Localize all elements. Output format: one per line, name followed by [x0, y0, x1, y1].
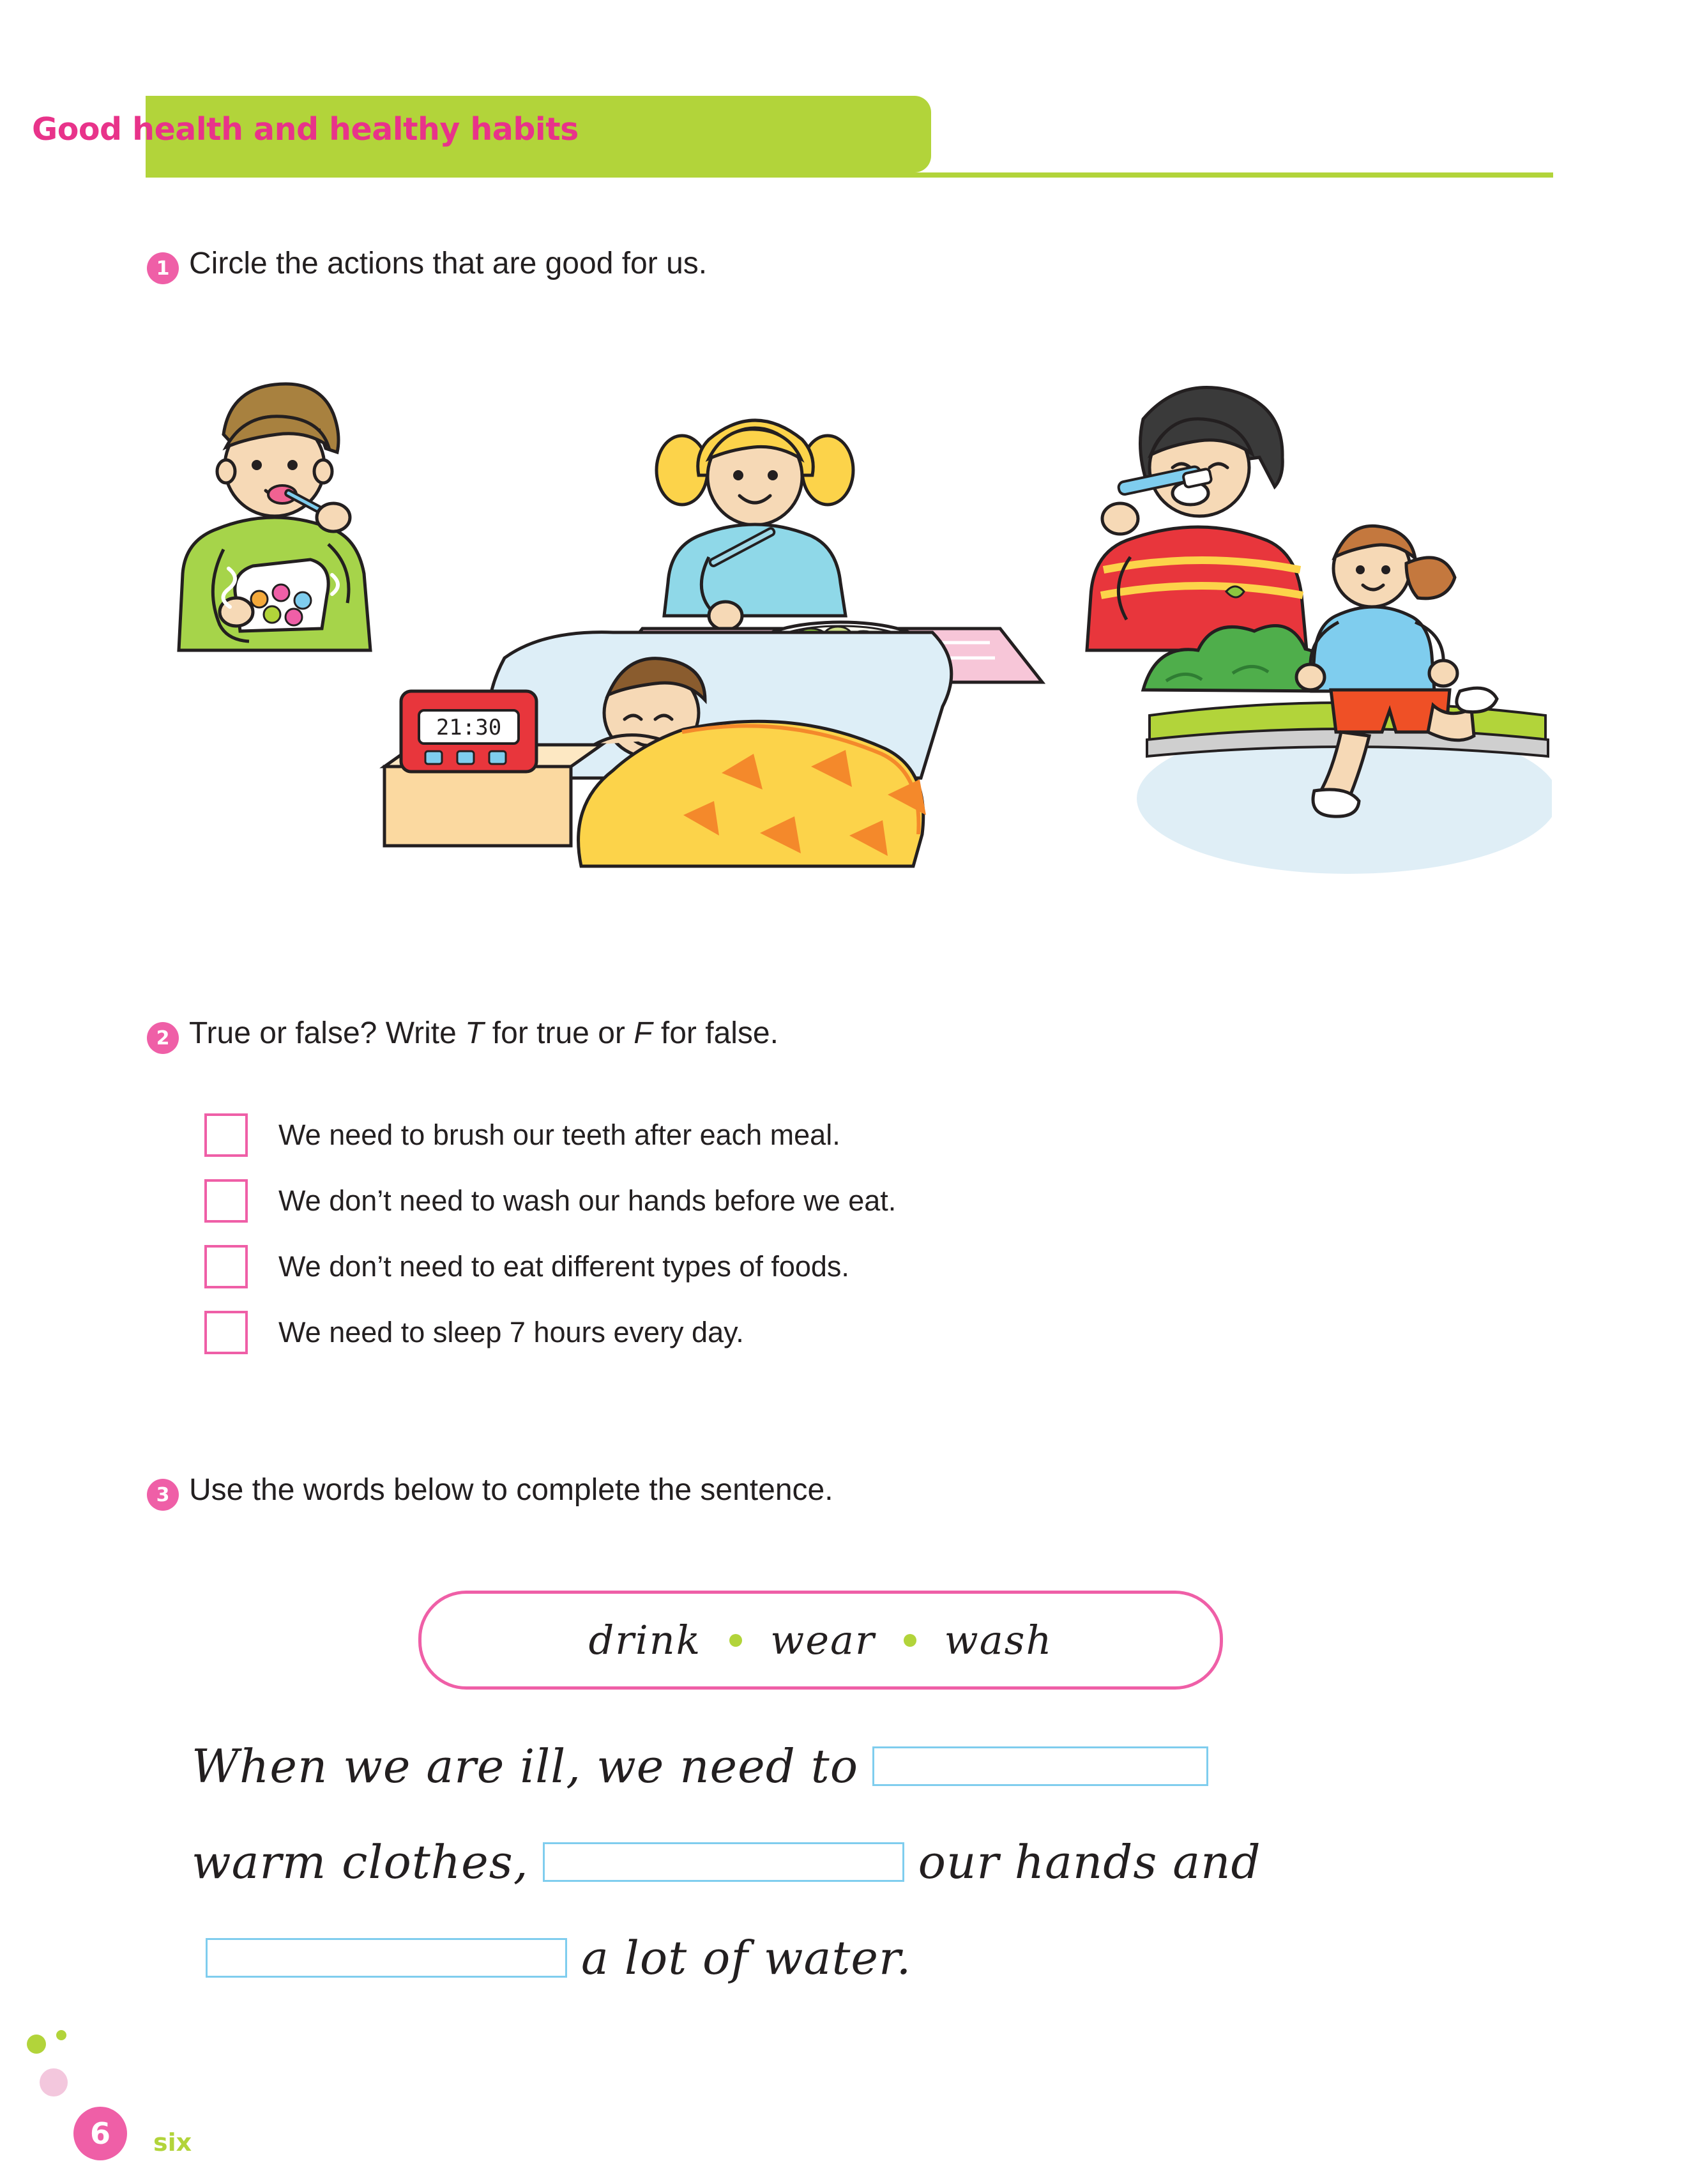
answer-blank[interactable]	[872, 1746, 1208, 1786]
exercise-1-illustration[interactable]	[147, 358, 1552, 907]
statement-text: We need to brush our teeth after each meal.	[278, 1118, 840, 1151]
page-title: Good health and healthy habits	[32, 111, 579, 148]
page-header	[0, 96, 1693, 198]
sentence-text-after: our hands and	[918, 1835, 1261, 1889]
decorative-dot	[56, 2030, 66, 2040]
sentence-line	[192, 1718, 1565, 1814]
letter-t: T	[465, 1016, 484, 1050]
true-false-row[interactable]	[204, 1102, 896, 1168]
scene-boy-sleeping	[384, 632, 952, 866]
true-false-row[interactable]	[204, 1233, 896, 1299]
exercise-3-instruction: Use the words below to complete the sentence.	[189, 1473, 833, 1507]
scene-boy-brushing-teeth	[1087, 388, 1307, 651]
illustration-svg	[147, 358, 1552, 907]
answer-checkbox[interactable]	[204, 1245, 248, 1288]
page-number: 6	[73, 2107, 127, 2160]
word-bank	[418, 1591, 1223, 1690]
page-number-word: six	[153, 2128, 192, 2157]
sentence-line	[192, 1814, 1565, 1910]
answer-blank[interactable]	[206, 1938, 567, 1978]
exercise-2-instruction: True or false? Write T for true or F for false.	[189, 1016, 778, 1050]
statement-text: We need to sleep 7 hours every day.	[278, 1315, 744, 1348]
separator-dot-icon	[904, 1634, 916, 1647]
true-false-row[interactable]	[204, 1168, 896, 1233]
sentence-text-before: warm clothes,	[192, 1835, 529, 1889]
answer-checkbox[interactable]	[204, 1179, 248, 1223]
true-false-row[interactable]	[204, 1299, 896, 1365]
page-footer	[38, 2070, 294, 2165]
header-rule	[146, 172, 1553, 178]
statement-text: We don’t need to eat different types of foods.	[278, 1249, 849, 1283]
exercise-2-number: 2	[147, 1022, 179, 1054]
decorative-dot	[27, 2035, 46, 2054]
true-false-list	[204, 1102, 896, 1365]
separator-dot-icon	[729, 1634, 742, 1647]
answer-checkbox[interactable]	[204, 1311, 248, 1354]
answer-blank[interactable]	[543, 1842, 904, 1882]
word-bank-item[interactable]: drink	[588, 1617, 702, 1663]
sentence-line	[192, 1910, 1565, 2006]
scene-boy-eating-sweets	[179, 384, 370, 650]
word-bank-item[interactable]: wear	[770, 1617, 876, 1663]
word-bank-item[interactable]: wash	[944, 1617, 1053, 1663]
exercise-1-instruction: Circle the actions that are good for us.	[189, 247, 708, 280]
exercise-2-heading	[147, 1016, 778, 1054]
exercise-1-number: 1	[147, 252, 179, 284]
alarm-clock-time: 21:30	[436, 715, 502, 740]
sentence-text-before: When we are ill, we need to	[192, 1739, 859, 1793]
letter-f: F	[634, 1016, 653, 1050]
sentence-completion-block	[192, 1718, 1565, 2006]
exercise-3-heading	[147, 1472, 833, 1511]
exercise-1-heading	[147, 246, 707, 284]
sentence-text-after: a lot of water.	[581, 1931, 912, 1985]
answer-checkbox[interactable]	[204, 1113, 248, 1157]
statement-text: We don’t need to wash our hands before we eat.	[278, 1184, 897, 1217]
exercise-3-number: 3	[147, 1479, 179, 1511]
